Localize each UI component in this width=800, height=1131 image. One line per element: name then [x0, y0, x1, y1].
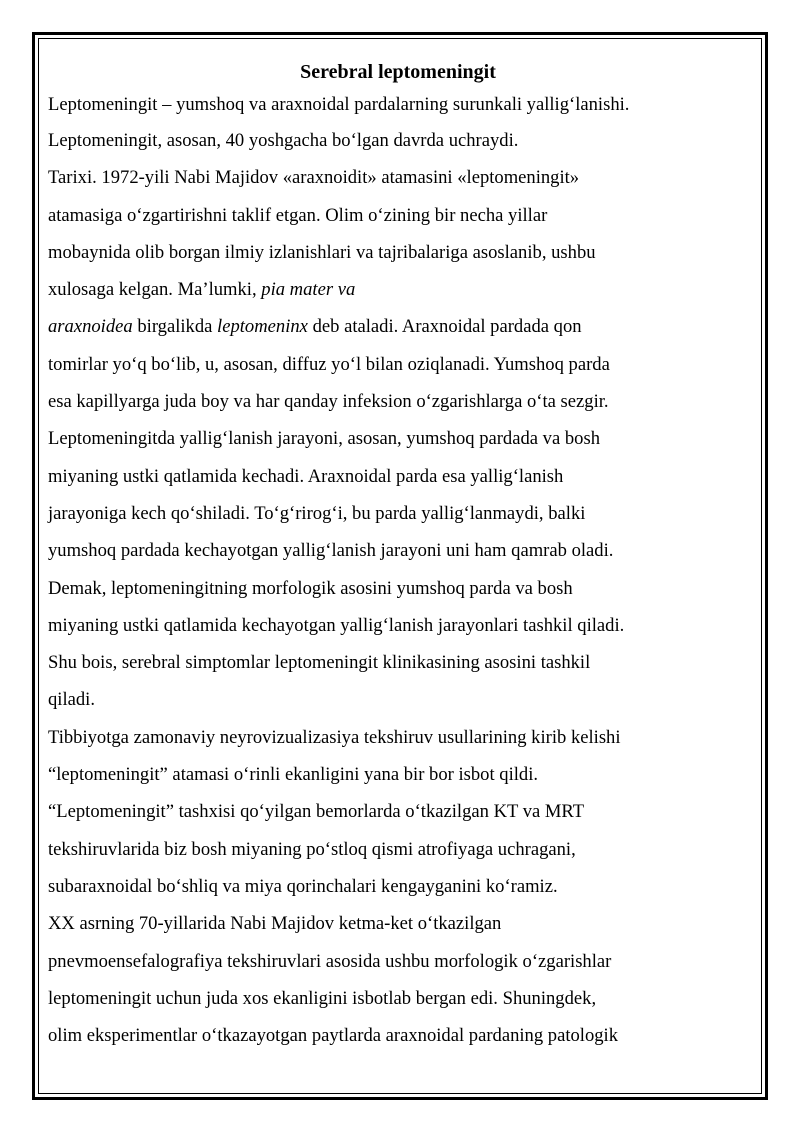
- text-line: “leptomeningit” atamasi o‘rinli ekanligini yana bir bor isbot qildi.: [48, 764, 539, 786]
- text-line: Tarixi. 1972-yili Nabi Majidov «araxnoidit» atamasini «leptomeningit»: [48, 167, 580, 189]
- text-line: miyaning ustki qatlamida kechayotgan yallig‘lanish jarayonlari tashkil qiladi.: [48, 614, 625, 636]
- text-line: XX asrning 70-yillarida Nabi Majidov ketma-ket o‘tkazilgan: [48, 913, 502, 935]
- text-line: “Leptomeningit” tashxisi qo‘yilgan bemorlarda o‘tkazilgan KT va MRT: [48, 801, 585, 823]
- text-line: Shu bois, serebral simptomlar leptomeningit klinikasining asosini tashkil: [48, 652, 591, 674]
- italic-term: pia mater va: [261, 279, 356, 301]
- text-segment: birgalikda: [132, 316, 218, 338]
- document-body: [48, 56, 748, 1054]
- text-line: esa kapillyarga juda boy va har qanday infeksion o‘zgarishlarga o‘ta sezgir.: [48, 391, 609, 413]
- text-line: [48, 308, 748, 345]
- text-line: Leptomeningit, asosan, 40 yoshgacha bo‘lgan davrda uchraydi.: [48, 130, 519, 151]
- text-line: leptomeningit uchun juda xos ekanligini isbotlab bergan edi. Shuningdek,: [48, 987, 597, 1009]
- text-line: Leptomeningitda yallig‘lanish jarayoni, asosan, yumshoq pardada va bosh: [48, 428, 601, 450]
- text-line: Leptomeningit – yumshoq va araxnoidal pardalarning surunkali yallig‘lanishi.: [48, 94, 630, 115]
- text-line: Demak, leptomeningitning morfologik asosini yumshoq parda va bosh: [48, 577, 573, 599]
- text-line: olim eksperimentlar o‘tkazayotgan paytlarda araxnoidal pardaning patologik: [48, 1025, 619, 1047]
- text-line: pnevmoensefalografiya tekshiruvlari asosida ushbu morfologik o‘zgarishlar: [48, 950, 612, 972]
- text-line: yumshoq pardada kechayotgan yallig‘lanish jarayoni uni ham qamrab oladi.: [48, 540, 614, 562]
- document-title: Serebral leptomeningit: [300, 61, 496, 83]
- text-line: jarayoniga kech qo‘shiladi. To‘g‘rirog‘i, bu parda yallig‘lanmaydi, balki: [48, 502, 586, 524]
- text-line: [48, 271, 748, 308]
- text-line: atamasiga o‘zgartirishni taklif etgan. Olim o‘zining bir necha yillar: [48, 204, 548, 226]
- text-line: tomirlar yo‘q bo‘lib, u, asosan, diffuz yo‘l bilan oziqlanadi. Yumshoq parda: [48, 353, 610, 375]
- text-line: miyaning ustki qatlamida kechadi. Araxnoidal parda esa yallig‘lanish: [48, 465, 564, 487]
- italic-term: leptomeninx: [217, 316, 308, 338]
- text-line: mobaynida olib borgan ilmiy izlanishlari va tajribalariga asoslanib, ushbu: [48, 241, 596, 263]
- text-line: subaraxnoidal bo‘shliq va miya qorinchalari kengayganini ko‘ramiz.: [48, 875, 558, 897]
- text-segment: deb ataladi. Araxnoidal pardada qon: [307, 316, 582, 338]
- text-segment: xulosaga kelgan. Ma’lumki,: [48, 279, 262, 301]
- text-line: qiladi.: [48, 689, 95, 711]
- text-line: tekshiruvlarida biz bosh miyaning po‘stloq qismi atrofiyaga uchragani,: [48, 838, 576, 860]
- text-line: Tibbiyotga zamonaviy neyrovizualizasiya tekshiruv usullarining kirib kelishi: [48, 726, 621, 748]
- italic-term: araxnoidea: [48, 316, 133, 338]
